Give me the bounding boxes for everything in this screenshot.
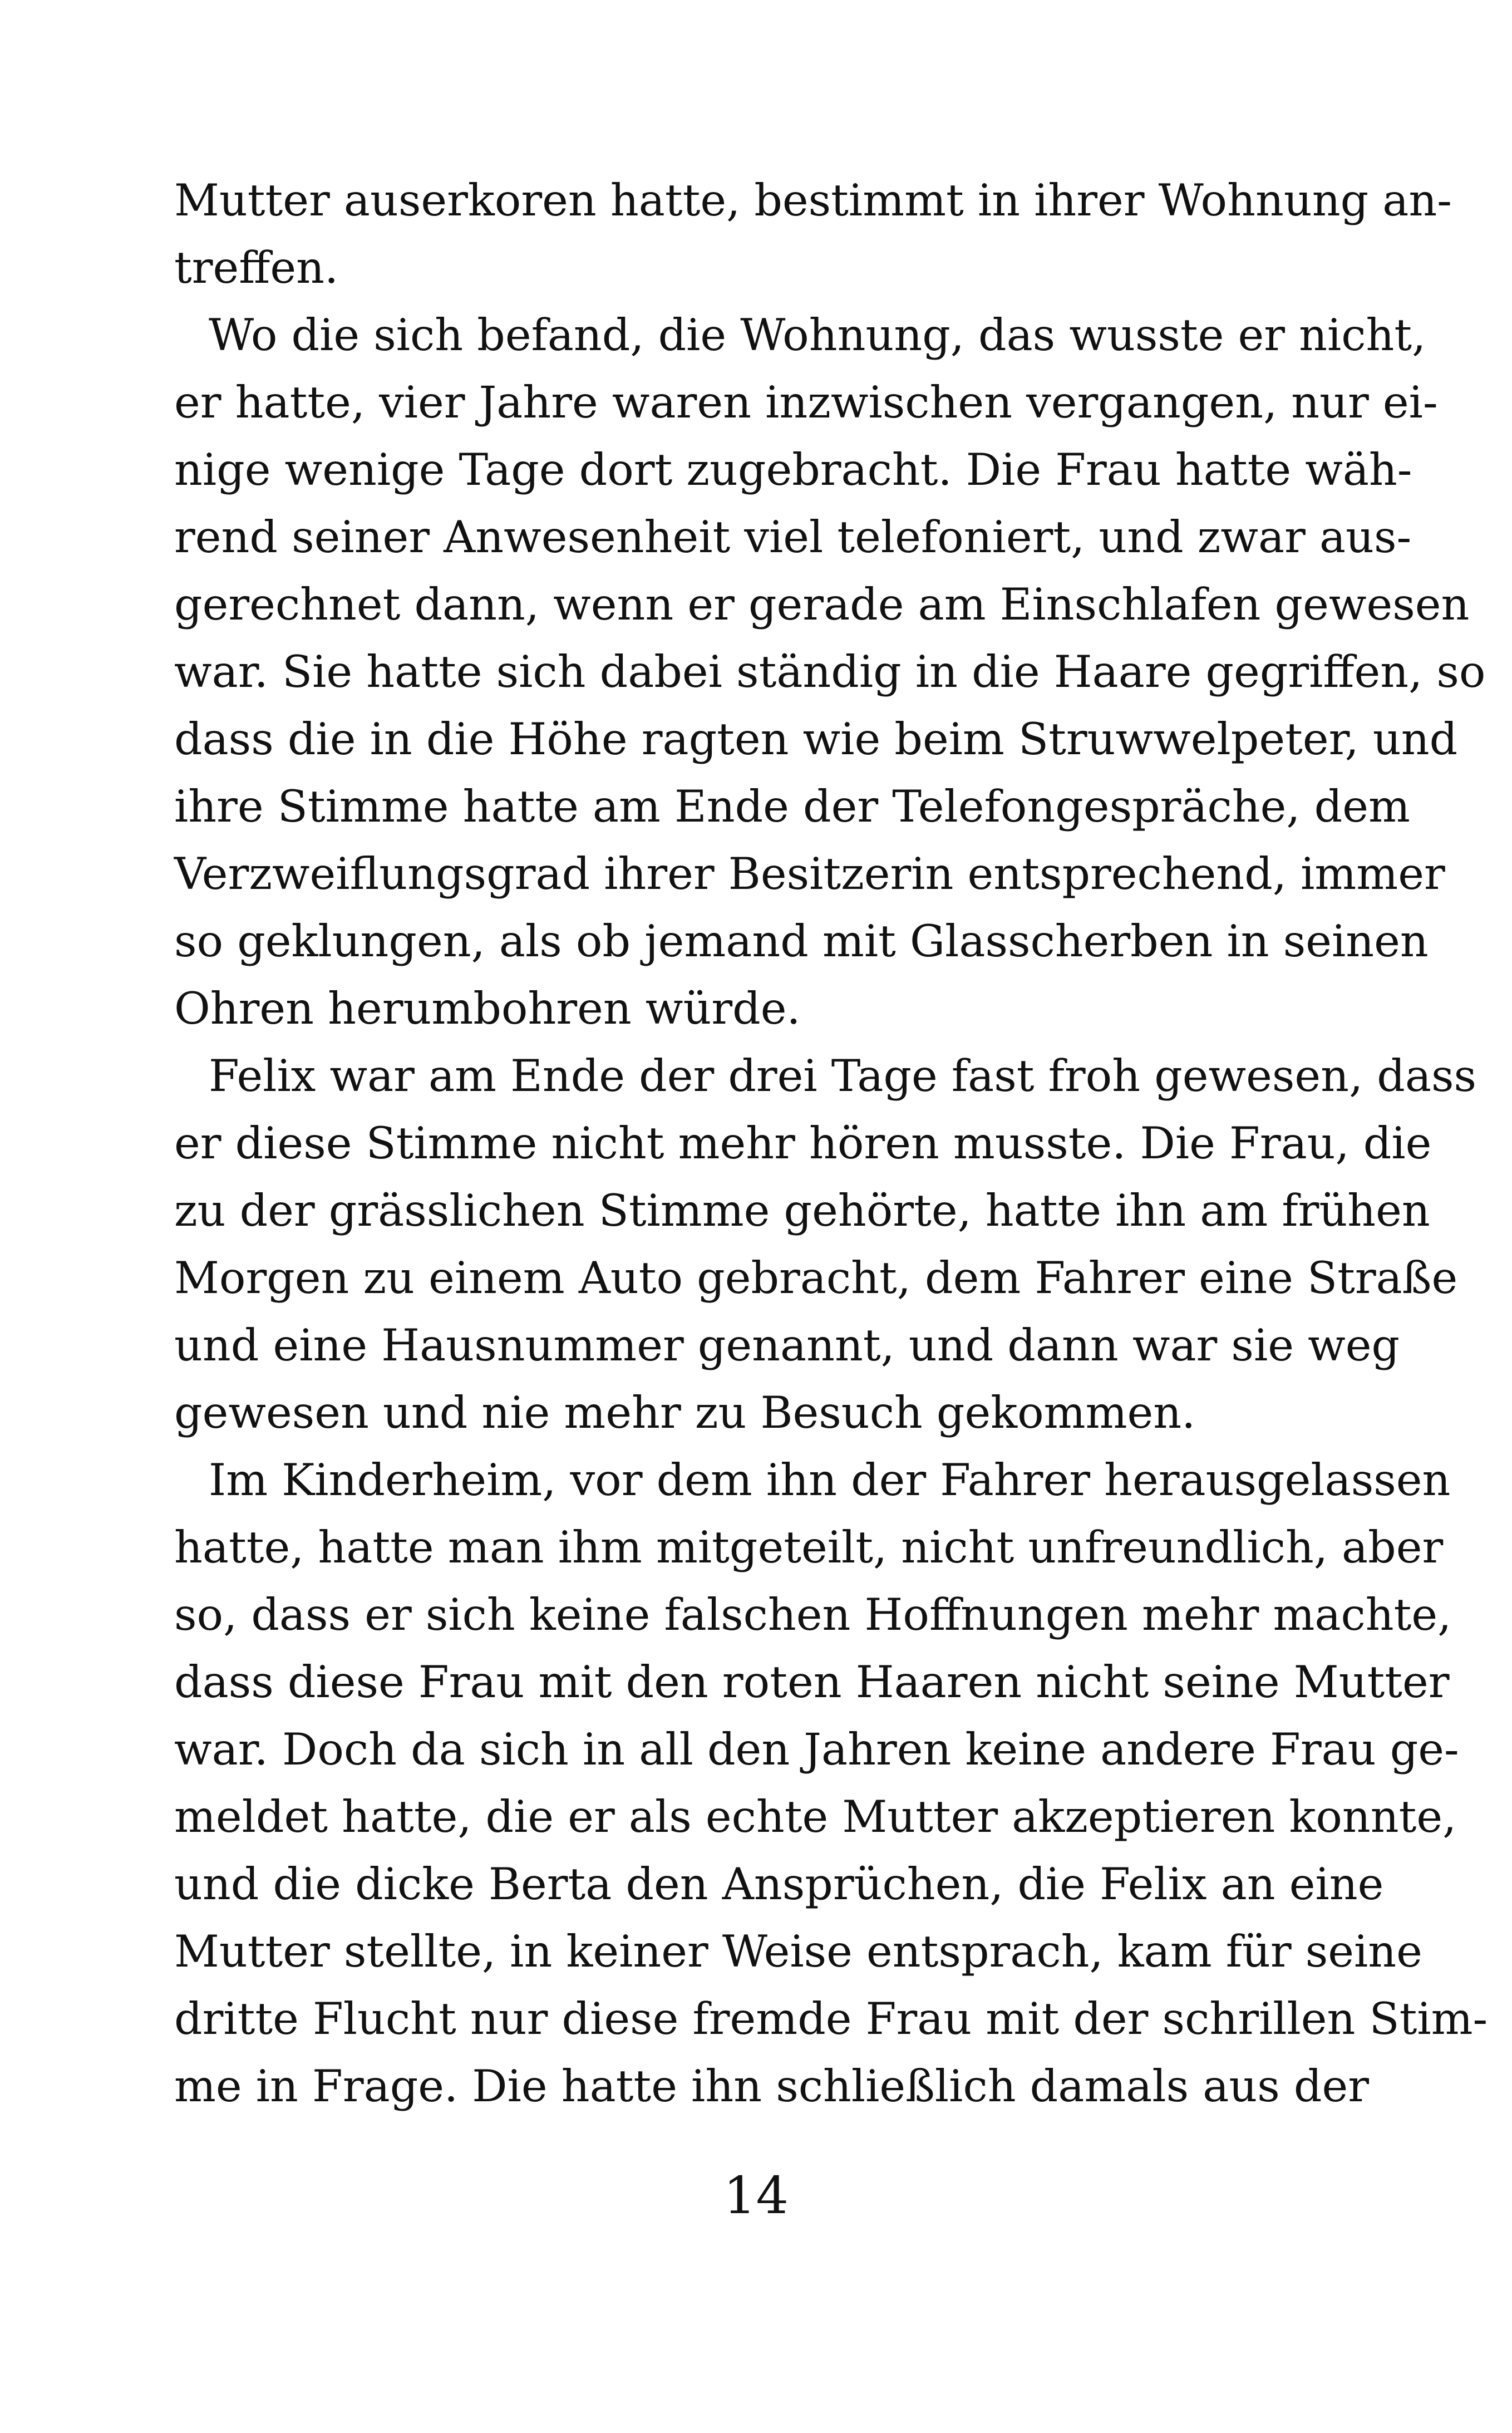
body-text <box>174 167 1488 2120</box>
text-line: gerechnet dann, wenn er gerade am Einschlafen gewesen <box>174 579 1470 630</box>
text-line: dass die in die Höhe ragten wie beim Struwwelpeter, und <box>174 714 1458 765</box>
text-line: dass diese Frau mit den roten Haaren nicht seine Mutter <box>174 1657 1450 1708</box>
text-line: so geklungen, als ob jemand mit Glasscherben in seinen <box>174 916 1429 967</box>
text-line: treffen. <box>174 242 339 293</box>
text-line: gewesen und nie mehr zu Besuch gekommen. <box>174 1387 1196 1438</box>
text-line: und eine Hausnummer genannt, und dann war sie weg <box>174 1320 1400 1371</box>
text-line: me in Frage. Die hatte ihn schließlich damals aus der <box>174 2061 1370 2112</box>
text-line: dritte Flucht nur diese fremde Frau mit der schrillen Stim- <box>174 1993 1488 2044</box>
text-line: zu der grässlichen Stimme gehörte, hatte ihn am frühen <box>174 1185 1430 1236</box>
text-line: war. Doch da sich in all den Jahren keine andere Frau ge- <box>174 1724 1459 1775</box>
text-line: nige wenige Tage dort zugebracht. Die Frau hatte wäh- <box>174 444 1412 495</box>
text-line: Mutter stellte, in keiner Weise entsprach, kam für seine <box>174 1926 1422 1977</box>
text-line: ihre Stimme hatte am Ende der Telefongespräche, dem <box>174 781 1410 832</box>
text-line: rend seiner Anwesenheit viel telefoniert, und zwar aus- <box>174 512 1412 563</box>
text-line: meldet hatte, die er als echte Mutter akzeptieren konnte, <box>174 1791 1457 1842</box>
text-line: Mutter auserkoren hatte, bestimmt in ihrer Wohnung an- <box>174 175 1452 226</box>
text-line: so, dass er sich keine falschen Hoffnungen mehr machte, <box>174 1589 1452 1640</box>
text-line: Verzweiflungsgrad ihrer Besitzerin entsprechend, immer <box>174 848 1445 900</box>
text-line: er diese Stimme nicht mehr hören musste. Die Frau, die <box>174 1118 1432 1169</box>
text-line: hatte, hatte man ihm mitgeteilt, nicht unfreundlich, aber <box>174 1522 1444 1573</box>
text-line: er hatte, vier Jahre waren inzwischen vergangen, nur ei- <box>174 377 1438 428</box>
page-number: 14 <box>723 2166 789 2225</box>
text-line: Im Kinderheim, vor dem ihn der Fahrer herausgelassen <box>209 1454 1451 1506</box>
text-line: war. Sie hatte sich dabei ständig in die Haare gegriffen, so <box>174 646 1486 697</box>
text-line: Ohren herumbohren würde. <box>174 983 801 1034</box>
text-line: und die dicke Berta den Ansprüchen, die Felix an eine <box>174 1859 1384 1910</box>
text-line: Wo die sich befand, die Wohnung, das wusste er nicht, <box>209 309 1426 361</box>
text-line: Felix war am Ende der drei Tage fast froh gewesen, dass <box>209 1050 1477 1102</box>
text-line: Morgen zu einem Auto gebracht, dem Fahrer eine Straße <box>174 1252 1458 1304</box>
